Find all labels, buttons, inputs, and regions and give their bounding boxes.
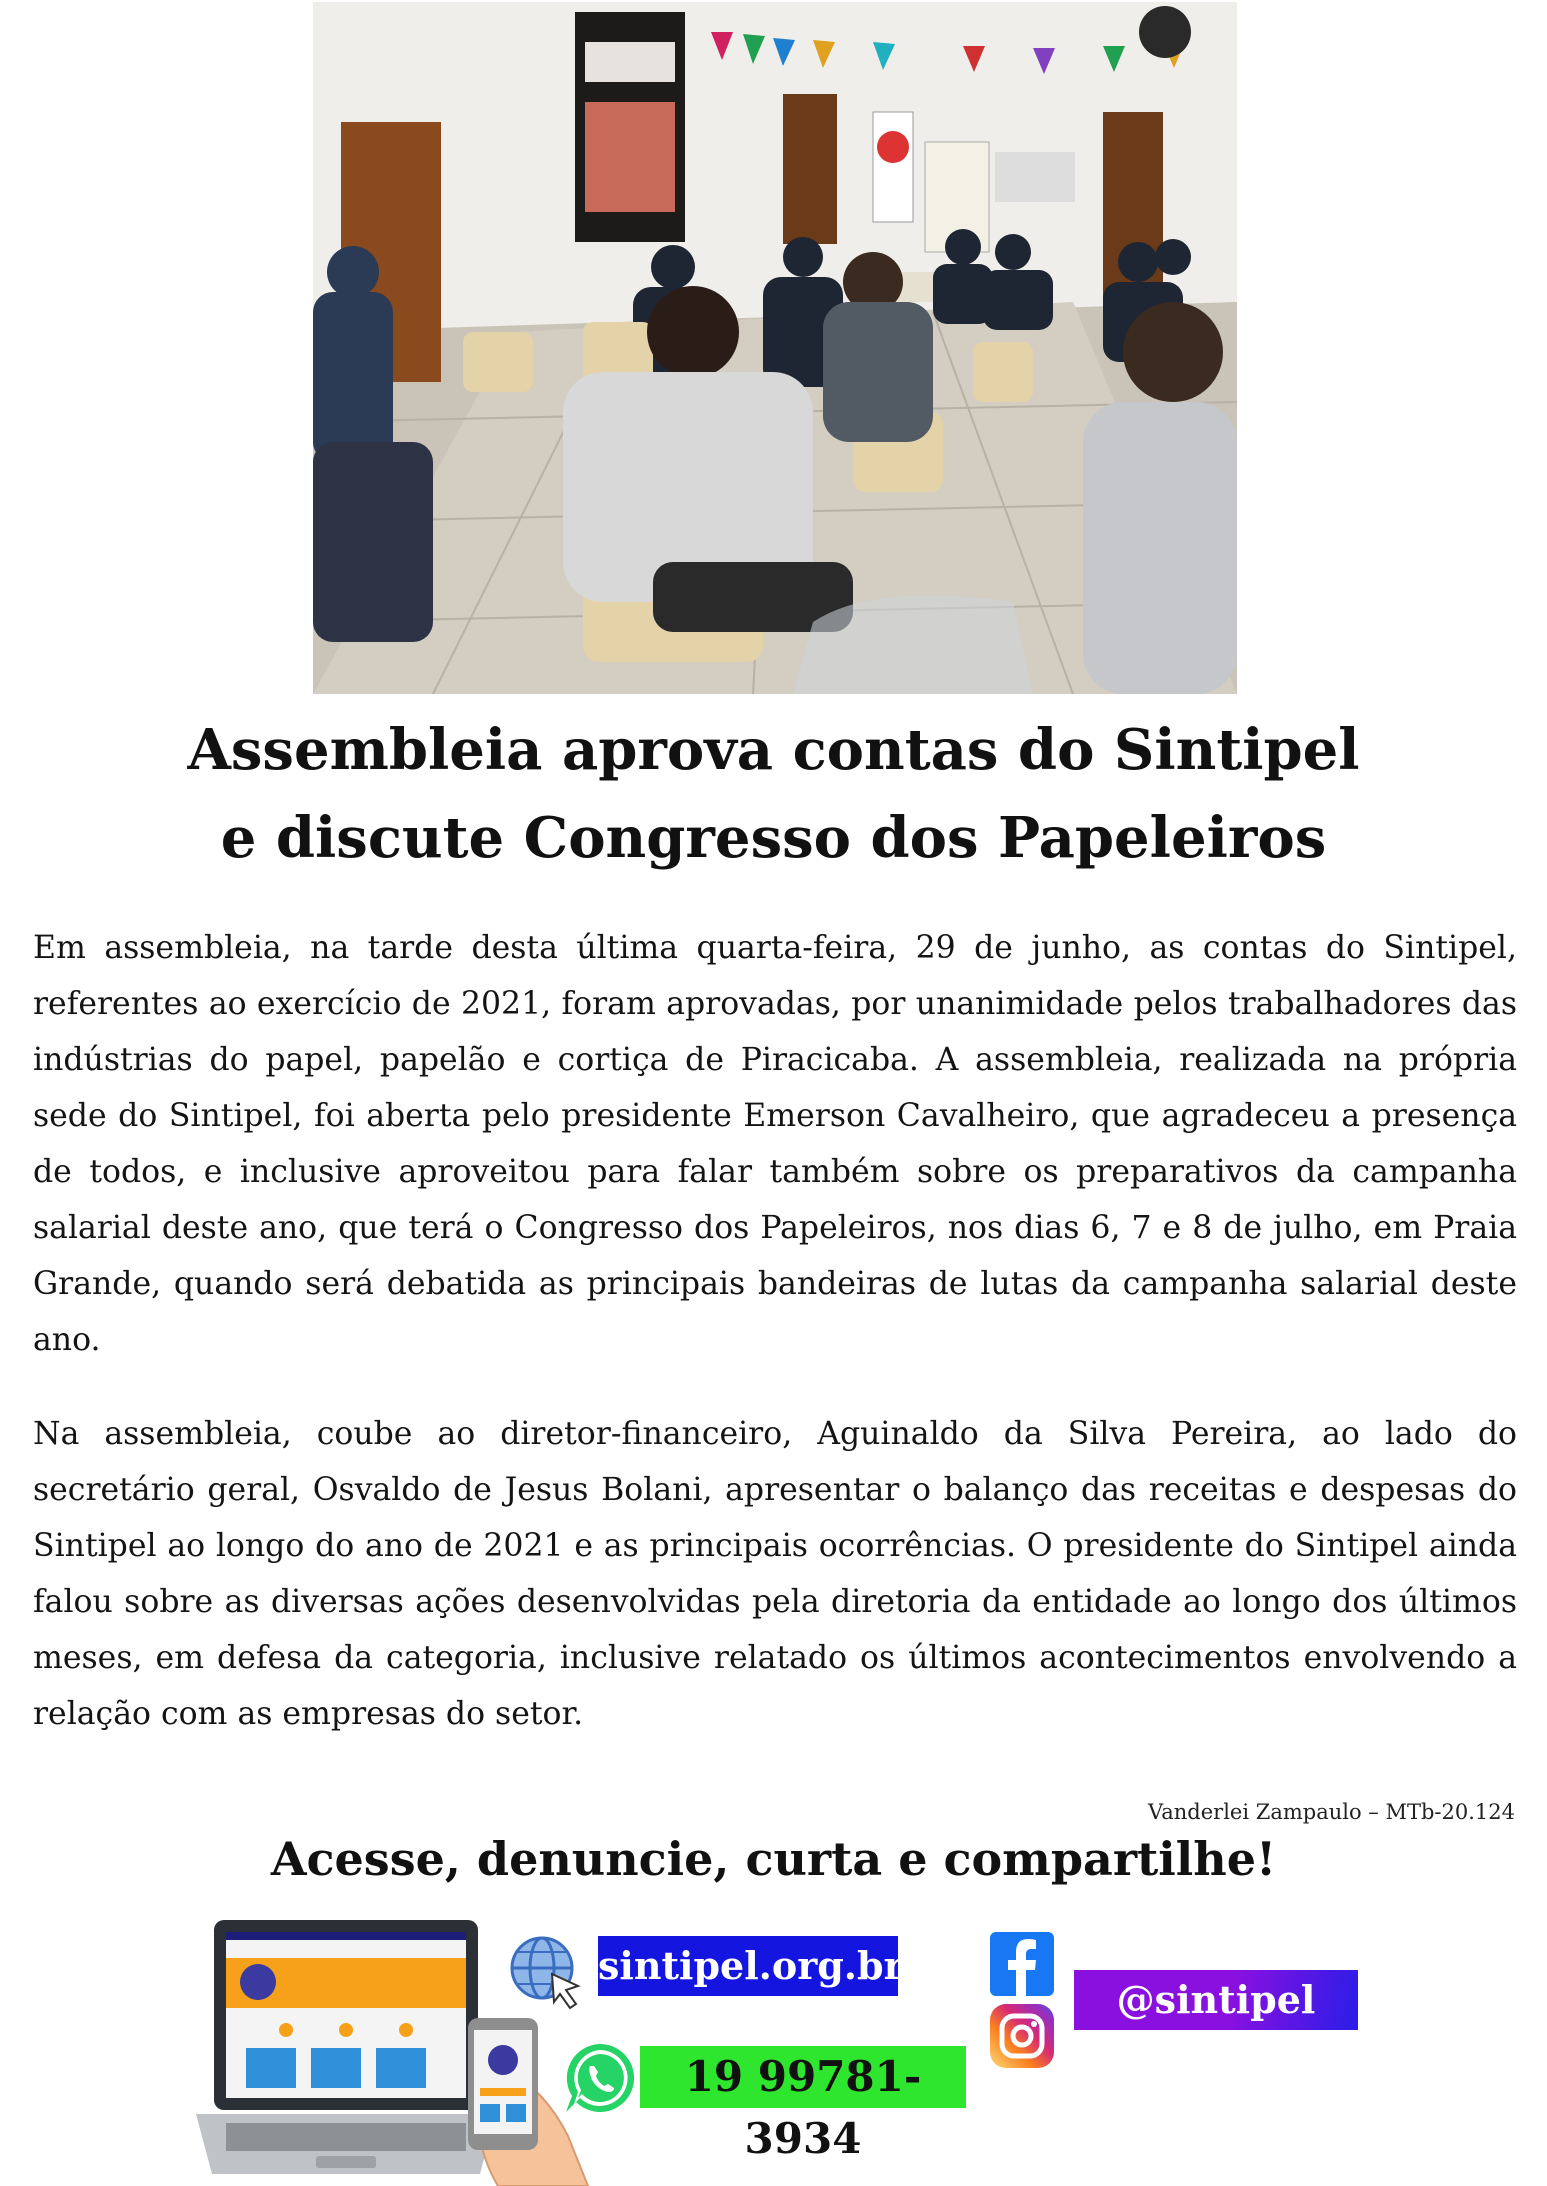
instagram-icon[interactable] [990,2004,1054,2068]
laptop-icon [196,1918,496,2180]
facebook-icon[interactable] [990,1932,1054,1996]
whatsapp-number[interactable]: 19 99781-3934 [640,2046,966,2108]
social-handle[interactable]: @sintipel [1074,1970,1358,2030]
article-title-line-2: e discute Congresso dos Papeleiros [220,805,1327,871]
website-link[interactable]: sintipel.org.br [598,1936,898,1996]
article-paragraph-2: Na assembleia, coube ao diretor-financeiro, Aguinaldo da Silva Pereira, ao lado do secretário geral, Osvaldo de Jesus Bolani, apresentar o balanço das receitas e despesas do Sintipel ao longo do ano de 2021 e as principais ocorrências. O presidente do Sintipel ainda falou sobre as diversas ações desenvolvidas pela diretoria da entidade ao longo dos últimos meses, em defesa da categoria, inclusive relatado os últimos acontecimentos envolvendo a relação com as empresas do setor. [33,1416,1517,1732]
globe-icon [508,1934,586,2012]
article-paragraph-1: Em assembleia, na tarde desta última quarta-feira, 29 de junho, as contas do Sintipel, referentes ao exercício de 2021, foram aprovadas, por unanimidade pelos trabalhadores das indústrias do papel, papelão e cortiça de Piracicaba. A assembleia, realizada na própria sede do Sintipel, foi aberta pelo presidente Emerson Cavalheiro, que agradeceu a presença de todos, e inclusive aproveitou para falar também sobre os preparativos da campanha salarial deste ano, que terá o Congresso dos Papeleiros, nos dias 6, 7 e 8 de julho, em Praia Grande, quando será debatida as principais bandeiras de lutas da campanha salarial deste ano. [33,930,1517,1358]
article-title-line-1: Assembleia aprova contas do Sintipel [187,717,1360,783]
author-credit: Vanderlei Zampaulo – MTb-20.124 [1148,1800,1515,1824]
meeting-photo [313,2,1237,694]
whatsapp-icon [562,2040,638,2116]
call-to-action: Acesse, denuncie, curta e compartilhe! [270,1832,1277,1886]
article-title [0,706,1547,882]
